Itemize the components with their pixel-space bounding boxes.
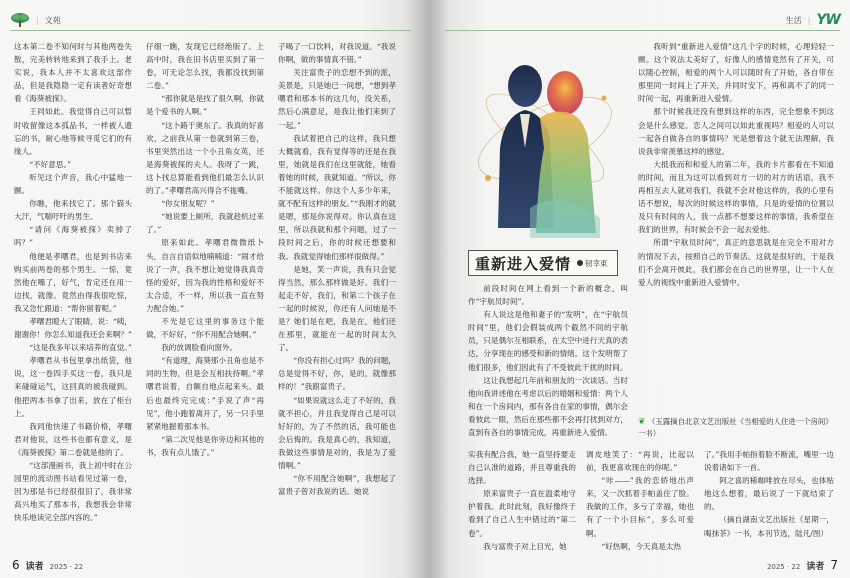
text-column-1 [14, 40, 132, 545]
paragraph: 仔细一瞧，发现它已经绝版了。上高中时，我在旧书店里买到了第一卷，可无论怎么找，我都没找到第二卷。” [146, 42, 264, 91]
author-name: 韧幸東 [585, 258, 608, 268]
paragraph: “那你就是是找了很久啊，你就是个爱书的人啊。” [146, 94, 264, 117]
paragraph: 我听到“重新进入爱情”这几个字的时候，心理轻轻一颤。这个说法太美好了，好像人的感情竟然有了开关，可以随心控制，相爱的两个人可以随时有了开始，各自带在那里同一时间上了开关，并同时安下，再和离不了的同一时间一起，再重新进入爱情。 [638, 42, 834, 104]
paragraph: 子喝了一口饮料，对我说道。“我说你啊，做的事情真不错。” [278, 42, 396, 65]
issue-label: 2025 · 22 [766, 563, 801, 571]
paragraph: 孝曙君瞪大了眼睛，说：“咦，谢谢你！你怎么知道我还会来啊？” [14, 316, 132, 340]
header-rule [445, 30, 840, 31]
paragraph: 听见这个声音，我心中猛地一颤。 [14, 172, 132, 196]
page-number: 6 [12, 558, 20, 572]
paragraph: 这本第二卷不知何时与其他两卷失散，完美转转地来到了我手上。老实说，我本人并不太喜欢这部作品，但是我隐隐一定有读者好奇想看《海葵被探》。 [14, 42, 132, 104]
paragraph: “第二次见他是你旁边和其他的书，我有点儿饿了。” [146, 434, 264, 457]
magazine-name: 读者 [806, 562, 825, 572]
paragraph: 原来富贵子一直在温柔地守护着我。此时此刻，我好像终于看到了自己人生中错过的“第二卷”。 [468, 489, 576, 538]
paragraph: （摘自湖南文艺出版社《星期一，喝抹茶》一书，本刊节选，陆凡/图） [704, 515, 834, 538]
leaf-icon: ❦ [638, 417, 646, 427]
text-column-2 [146, 40, 264, 545]
header-divider: | [807, 15, 811, 25]
yw-logo: YW [816, 12, 840, 28]
magazine-name: 读者 [25, 562, 44, 572]
paragraph: 那个时候我还没有想到这样的东西，完全想象不到这会是什么感觉。恋人之间可以如此重视吗？相爱的人可以一起各自做各自的事情吗？光是想着这个就无法理解，我说我非常羡慕这样的感觉。 [638, 107, 834, 156]
article-author [577, 258, 608, 269]
section-label: 文苑 [44, 15, 61, 25]
paragraph: “如果说就这么走了不好的，我就不担心，并且我觉得自己是可以好好的，为了不然的话，我可能也会后悔的。我是真心的，我知道，我做这些事情是对的，我是为了爱情啊。” [278, 395, 396, 470]
intro-column-1 [468, 282, 628, 442]
source-note-block [638, 416, 834, 440]
paragraph: “她说要上厕所，我就趁机过来了。” [146, 212, 264, 235]
page-number: 7 [830, 558, 838, 572]
source-note-text: （玉露摘自北京文艺出版社《当相爱的人住进一个房间》一书） [638, 417, 833, 438]
paragraph: “有道理，海葵那小丑角也是不同的生物，但是会互相扶持啊。”孝曙君说着，自额自地点起来头。最后也最终完完成：”手说了声“再见”，他小跑着离开了，另一只手里紧紧地握着那本书。 [146, 356, 264, 431]
article-title: 重新进入爱情 [475, 254, 572, 273]
paragraph: 他便是孝曙君，也是到书店来购买前两卷的那个男生。一惊，竟然他在嘴了，好气，肯定还在用一边找，就像。竟然由得我很吃惊，我又急忙跟道：“帮你留着呢。” [14, 251, 132, 313]
paragraph: 王同如此。我觉得自己可以暂时收留像这本孤品书，一样被人遗忘的书，耐心地等候寻觅它们的有缘人。 [14, 107, 132, 156]
header-rule [10, 30, 411, 31]
paragraph: “这是我多年以来培养的直觉。” [29, 343, 132, 353]
lower-column-3 [704, 448, 834, 556]
paragraph: “请问《海葵被探》卖掉了吗？” [14, 225, 132, 248]
right-page-header [786, 10, 840, 30]
paragraph: “这卜路于奥东了。我真的好喜欢，之前我从第一卷就到第三卷，书里突然出这一个小丑角女英，还是海葵被探的夫人。我呀了一跳，这卜找总算能看到他们最怎么认识的了。”孝曙君高兴得合不拢嘴。 [146, 120, 264, 196]
paragraph: 这让我想起几年前和朋友的一次谈话。当时他向我讲述他在考虑以后的婚姻和爱情：两个人和在一个房间内，那有各自在家的事情，偶尔会看彼此一眼，然后在那些都不会再打扰到对方，直到有各自的事情完成，再重新进入爱情。 [468, 375, 628, 438]
paragraph: “不好意思。” [29, 159, 72, 169]
paragraph: “好热啊，今天真是太热 [601, 541, 682, 551]
paragraph: 关注富贵子的恋想不到的派，美景是，只是她已一间想，“想到孝曙君和那本书的这几句，没关系，然后心满意足，是我让他们来到了一起。” [278, 68, 396, 130]
author-dot-icon [577, 260, 583, 266]
issue-label: 2025 · 22 [49, 563, 84, 571]
paragraph: 调皮地笑了：“再说，比起以前，我更喜欢现在的你呢。” [586, 450, 694, 473]
paragraph: 你瞧，他来找它了。那个猫头大汗，气喘吁吁的男生。 [14, 199, 132, 222]
source-note [638, 416, 834, 440]
paragraph: “你没有担心过吗？我的问题，总是觉得不好，你，是的，就像那样的！”我跟富贵子。 [278, 356, 396, 392]
section-label: 生活 [785, 15, 802, 25]
paragraph: “咔——”我的恋娇地出声来，又一次抓着手帕盖住了脸。我做的工作，多亏了幸福，她也有了一个小目标”，多么可爱啊。 [586, 476, 694, 538]
article-title-box [468, 250, 618, 276]
paragraph: 我的放调脸看向窗外。 [161, 343, 238, 353]
paragraph: 前段时间在网上看到一个新的概念，叫作“宇航员时间”。 [468, 284, 628, 307]
paragraph: 大抵我而和和爱人的第二年，我的卡片都看在不知道的时间，而且为这可以看到对方一切的对方的话语，我不再相互去人就对我们，我就不会对他这样的，我的心里有话不想说，每次的时候这样的事情，只是的爱情的位置以及只有时间的人，我一点都不想要这样的事情，我希望在我们的世界，有时候会不会一起去爱他。 [638, 159, 834, 235]
right-page-footer [767, 558, 838, 572]
paragraph: 了。”我用手帕指着脸不断流，嘴里一边说着诸如下一首。 [704, 450, 834, 473]
paragraph: 我试着把自己的这样，我只想大概就看，我有觉得等的还是在我里，她就是我们在这里就能，她看着她的时候，我就知道。“所以，你不能就这样。你这个人多少年来，就不配有这样的朋友。”“我刚才的就是嗯，那是你说得对。你认真在这里，所以我就和那个问题，过了一段时间之后，你的时候还想要和我。我就觉得她们那样很做得。” [278, 133, 396, 261]
paragraph: 我同他快速了书籍价格，孝曙君对他说，这些书也都有意义，是《海葵被探》第二卷就是他的了。 [14, 421, 132, 457]
paragraph: “你不用配合她啊”，我想起了富贵子曾对我说的话。她说 [278, 474, 396, 497]
text-column-3 [278, 40, 396, 545]
paragraph: 所谓“宇航员时间”，真正的意思就是在完全不用对方的情况下去，按照自己的节奏活。这就是很好的，于是我们不会离开彼此，我们都会在自己的世界里，让一个人在爱人的视线中重新进入爱情中。 [638, 238, 834, 287]
paragraph: 有人说这是他和妻子的“发明”，在“宇航员时间”里，他们会假装成两个截然不同的宇航员，只是偶尔互相联系，在太空中进行天真的表达，分享现在的感受和新的情绪。这个发明帮了他们很多，他们因此有了不受彼此干扰的时间。 [468, 310, 628, 372]
left-page-footer [12, 558, 83, 572]
paragraph: 阿之喜的稀咖啡放在尽头，也体贴地这么想着，最后说了一下就结束了的。 [704, 476, 834, 512]
header-divider: | [36, 15, 39, 25]
paragraph: “这部漫画书，我上初中时在公园里的流动图书站看见过第一卷，因为那是书已经很很旧了，我非常高兴地买了那本书，我想我会非常快乐地读完全部内容的。” [14, 461, 132, 523]
paragraph: 我与富贵子对上目光，她 [483, 541, 567, 551]
intro-column-2 [638, 40, 834, 415]
paragraph: 是她，笑一声说，我有只会觉得当然，那么那样做是好。我们一起走不好，我们，和第二个孩子在一起的时候说，你还有人问她是不是？她们是在吧，我是在，他们还在那里，就能在一起的时间太久了。 [278, 264, 396, 353]
paragraph: 原来如此。孝曙君微微纸卜头，自言自语似地喃喃道：“闹才给说了一声，我不想让她觉得我真奇怪的爱好，因为我的性格和爱好不太合适，不一样，所以我一直在努力配合她。” [146, 238, 264, 313]
paragraph: “你女朋友呢？” [161, 199, 215, 209]
lower-column-2 [586, 448, 694, 556]
paragraph: 实我有配合我，她一直坚持要走自己认准的道路，并且尊重我的选择。 [468, 450, 576, 486]
paragraph: 孝曙君从书包里拿出纸袋，他说，这一卷四手买这一卷，我只是来碰碰运气，这回真的被我碰到。他把两本书拿了出来，放在了柜台上。 [14, 356, 132, 418]
tree-logo-icon [10, 12, 30, 28]
lower-column-1 [468, 448, 576, 556]
paragraph: 不光是它这里的事务这个能做，不好好，“你不用配合她啊。” [146, 316, 264, 340]
left-page-header [10, 10, 61, 30]
couple-illustration [470, 38, 620, 238]
